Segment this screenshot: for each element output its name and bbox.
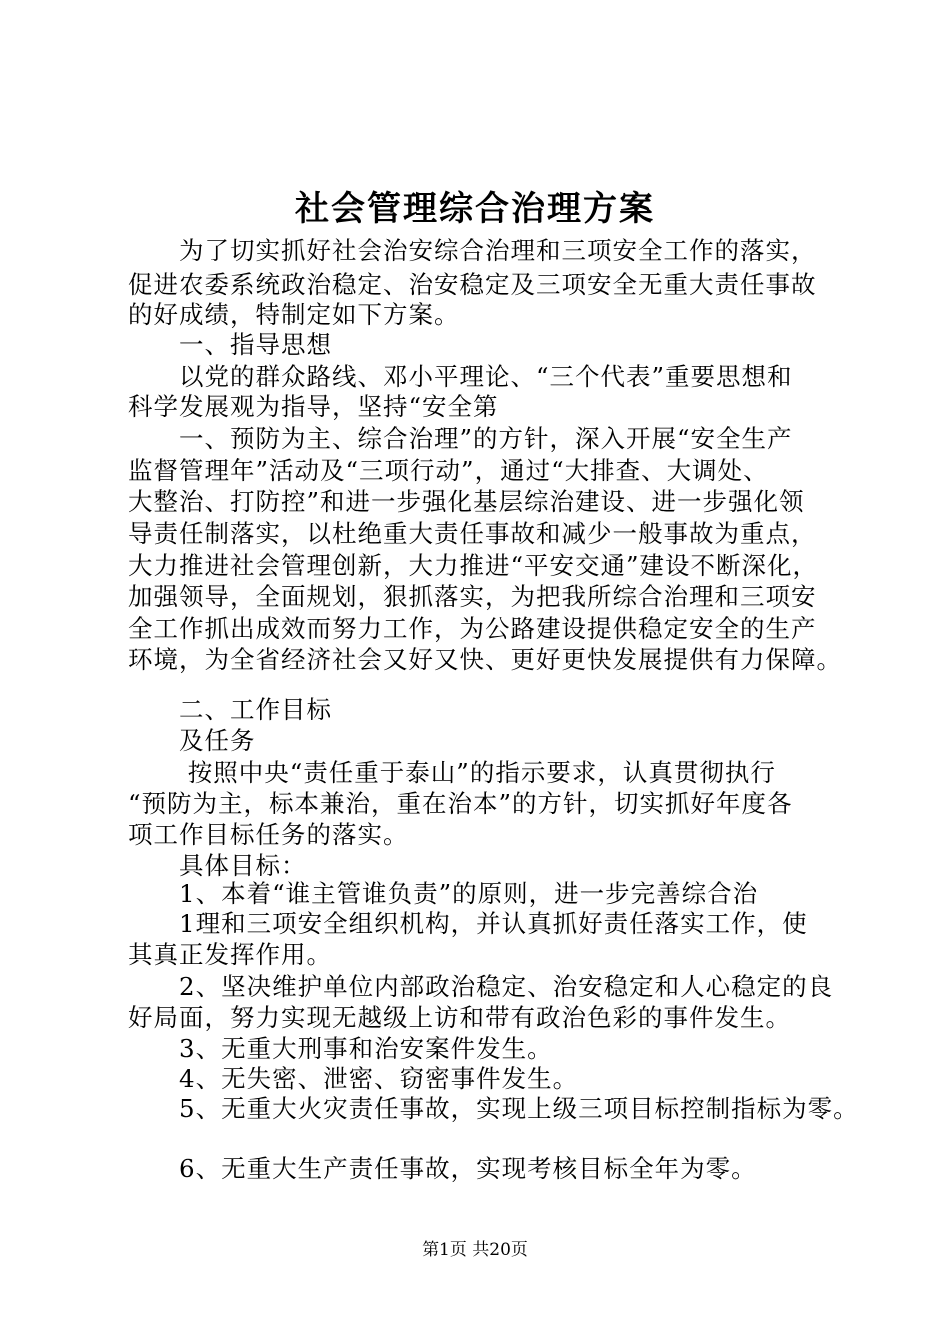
document-title: 社会管理综合治理方案 <box>295 189 655 229</box>
paragraph-line: 为了切实抓好社会治安综合治理和三项安全工作的落实， <box>128 236 817 265</box>
paragraph-line: 具体目标： <box>128 851 307 880</box>
list-item: 3、无重大刑事和治安案件发生。 <box>128 1034 553 1063</box>
paragraph-line: 全工作抓出成效而努力工作，为公路建设提供稳定安全的生产 <box>128 614 817 643</box>
paragraph-line: 项工作目标任务的落实。 <box>128 820 409 849</box>
paragraph-line: 促进农委系统政治稳定、治安稳定及三项安全无重大责任事故 <box>128 270 817 299</box>
paragraph-line: 大整治、打防控”和进一步强化基层综治建设、进一步强化领 <box>128 487 805 516</box>
paragraph-line: “预防为主，标本兼治，重在治本”的方针，切实抓好年度各 <box>128 789 793 818</box>
list-item: 好局面，努力实现无越级上访和带有政治色彩的事件发生。 <box>128 1003 791 1032</box>
paragraph-line: 科学发展观为指导，坚持“安全第 <box>128 392 499 421</box>
list-item: 其真正发挥作用。 <box>128 940 332 969</box>
list-item: 2、坚决维护单位内部政治稳定、治安稳定和人心稳定的良 <box>128 972 834 1001</box>
paragraph-line: 以党的群众路线、邓小平理论、“三个代表”重要思想和 <box>128 362 793 391</box>
page-footer: 第1页 共20页 <box>422 1240 528 1260</box>
paragraph-line: 按照中央“责任重于泰山”的指示要求，认真贯彻执行 <box>128 758 776 787</box>
section-heading: 一、指导思想 <box>128 330 332 359</box>
paragraph-line: 导责任制落实，以杜绝重大责任事故和减少一般事故为重点， <box>128 519 817 548</box>
list-item: 4、无失密、泄密、窃密事件发生。 <box>128 1064 579 1093</box>
list-item: 6、无重大生产责任事故，实现考核目标全年为零。 <box>128 1154 757 1183</box>
paragraph-line: 大力推进社会管理创新，大力推进“平安交通”建设不断深化， <box>128 551 819 580</box>
paragraph-line: 环境，为全省经济社会又好又快、更好更快发展提供有力保障。 <box>128 645 842 674</box>
list-item: 1、本着“谁主管谁负责”的原则，进一步完善综合治 <box>128 879 759 908</box>
paragraph-line: 一、预防为主、综合治理”的方针，深入开展“安全生产 <box>128 424 793 453</box>
section-heading: 二、工作目标 <box>128 695 332 724</box>
paragraph-line: 加强领导，全面规划，狠抓落实，为把我所综合治理和三项安 <box>128 582 817 611</box>
paragraph-line: 的好成绩，特制定如下方案。 <box>128 300 460 329</box>
list-item: 5、无重大火灾责任事故，实现上级三项目标控制指标为零。 <box>128 1094 859 1123</box>
paragraph-line: 监督管理年”活动及“三项行动”，通过“大排查、大调处、 <box>128 456 769 485</box>
section-heading: 及任务 <box>128 726 256 755</box>
list-item: 1理和三项安全组织机构，并认真抓好责任落实工作，使 <box>128 909 808 938</box>
